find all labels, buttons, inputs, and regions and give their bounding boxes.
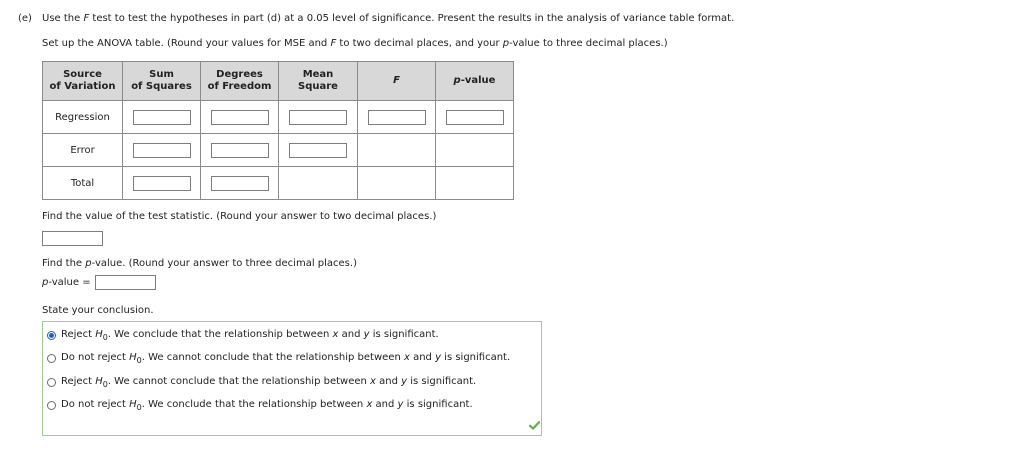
part-label: (e) [18,13,32,24]
header-mean-square: Mean Square [279,62,358,101]
error-p-empty-cell [436,134,514,167]
conclusion-prompt: State your conclusion. [42,305,154,316]
row-label-error: Error [43,134,123,167]
anova-table [42,61,514,200]
option-4-text: Do not reject $H_0$. We conclude that the relationship between x and y is significant. [61,398,473,412]
conclusion-option-4[interactable] [47,398,473,412]
row-regression [43,101,514,134]
total-df-input[interactable] [211,176,269,191]
conclusion-options [42,321,542,436]
anova-header-row [43,62,514,101]
p-value-input[interactable] [95,275,156,290]
option-3-text: Reject $H_0$. We cannot conclude that the relationship between x and y is significant. [61,375,477,389]
regression-ss-input[interactable] [133,110,191,125]
conclusion-option-2[interactable] [47,351,510,365]
error-df-input[interactable] [211,143,269,158]
row-label-regression: Regression [43,101,123,134]
error-ms-input[interactable] [289,143,347,158]
error-f-empty-cell [358,134,436,167]
error-ss-input[interactable] [133,143,191,158]
row-error [43,134,514,167]
p-value-prompt: Find the p-value. (Round your answer to three decimal places.) [42,258,357,269]
question-intro: Use the F test to test the hypotheses in part (d) at a 0.05 level of significance. Present the results in the analysis of variance table format. [42,13,735,24]
header-p-value: p-value [436,62,514,101]
header-degrees-of-freedom: Degrees of Freedom [201,62,279,101]
regression-df-input[interactable] [211,110,269,125]
option-1-text: Reject $H_0$. We conclude that the relationship between x and y is significant. [61,328,439,342]
option-2-text: Do not reject $H_0$. We cannot conclude that the relationship between x and y is significant. [61,351,511,365]
conclusion-option-3[interactable] [47,375,476,389]
header-sum-of-squares: Sum of Squares [123,62,201,101]
regression-f-input[interactable] [368,110,426,125]
setup-instructions: Set up the ANOVA table. (Round your values for MSE and F to two decimal places, and your p-value to three decimal places.) [42,38,668,49]
radio-option-4[interactable] [47,401,56,410]
radio-option-2[interactable] [47,354,56,363]
total-ms-empty-cell [279,167,358,200]
header-source: Source of Variation [43,62,123,101]
row-total [43,167,514,200]
radio-option-1[interactable] [47,331,56,340]
conclusion-option-1[interactable] [47,328,439,342]
p-value-label: p-value = [42,277,91,288]
checkmark-icon [529,421,540,430]
header-f: F [358,62,436,101]
test-statistic-input[interactable] [42,231,103,246]
total-f-empty-cell [358,167,436,200]
regression-p-input[interactable] [446,110,504,125]
regression-ms-input[interactable] [289,110,347,125]
row-label-total: Total [43,167,123,200]
radio-option-3[interactable] [47,378,56,387]
test-statistic-prompt: Find the value of the test statistic. (Round your answer to two decimal places.) [42,211,437,222]
total-ss-input[interactable] [133,176,191,191]
total-p-empty-cell [436,167,514,200]
